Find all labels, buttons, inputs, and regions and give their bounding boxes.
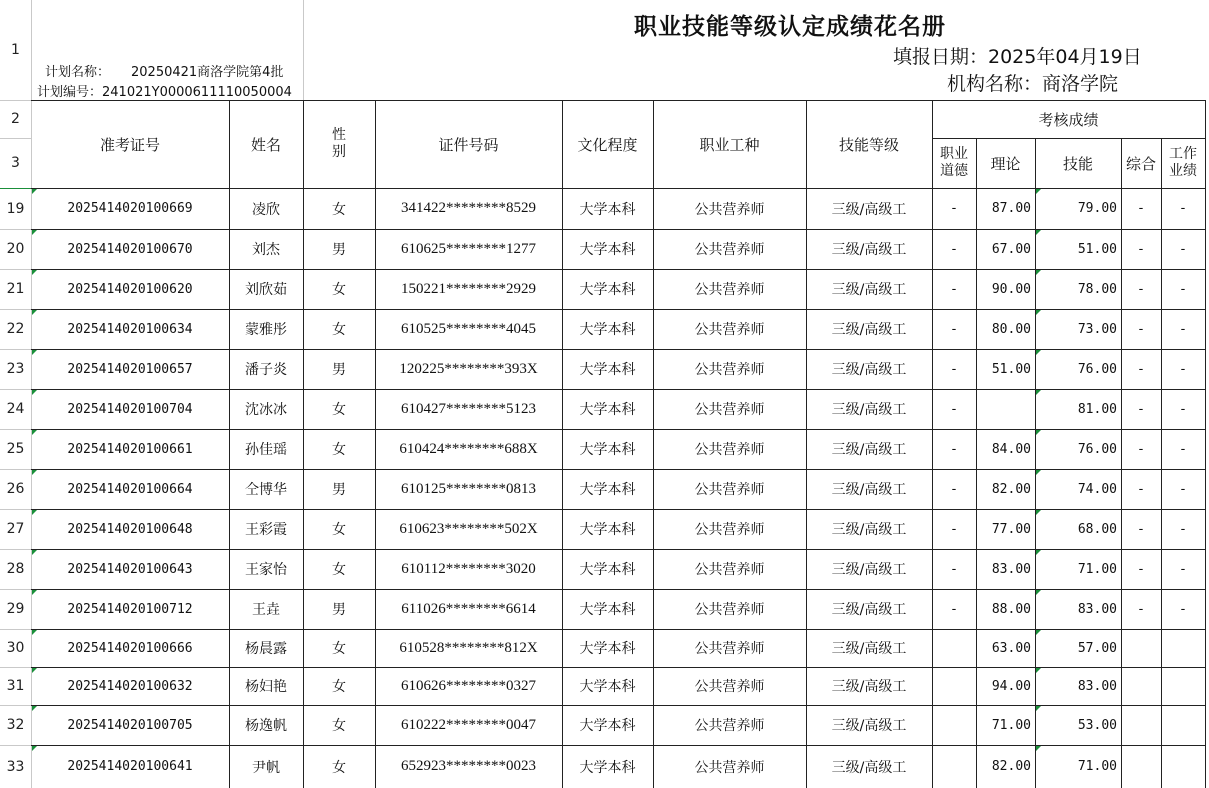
cell-gender[interactable]: 男 <box>332 602 346 618</box>
cell-gender[interactable]: 女 <box>332 759 346 776</box>
grid-row-line <box>0 589 31 590</box>
cell-skill[interactable]: 71.00 <box>1077 759 1117 774</box>
cell-theory[interactable]: 77.00 <box>991 521 1031 537</box>
error-indicator-icon <box>1036 350 1041 355</box>
cell-id-no[interactable]: 341422********8529 <box>401 200 536 216</box>
cell-theory[interactable]: 80.00 <box>991 321 1031 337</box>
error-indicator-icon <box>32 270 37 275</box>
cell-name[interactable]: 孙佳瑶 <box>245 442 287 458</box>
cell-skill[interactable]: 79.00 <box>1077 201 1117 216</box>
cell-theory[interactable]: 87.00 <box>991 201 1031 216</box>
plan-name-value: 20250421商洛学院第4批 <box>131 64 284 80</box>
cell-ethics[interactable]: - <box>951 481 957 497</box>
cell-skill[interactable]: 57.00 <box>1077 640 1117 656</box>
cell-level[interactable]: 三级/高级工 <box>831 602 907 618</box>
cell-ethics[interactable] <box>932 629 976 667</box>
col-header-gender[interactable]: 性别 <box>332 127 346 160</box>
cell-exam-no[interactable]: 2025414020100705 <box>67 717 193 733</box>
row-header-27[interactable]: 27 <box>0 509 31 549</box>
grid-row-line <box>31 589 1205 590</box>
cell-gender[interactable]: 女 <box>332 679 346 695</box>
cell-theory[interactable]: 82.00 <box>991 759 1031 774</box>
cell-overall[interactable]: - <box>1138 361 1144 377</box>
cell-performance[interactable]: - <box>1180 241 1186 257</box>
error-indicator-icon <box>1036 230 1041 235</box>
cell-education[interactable]: 大学本科 <box>579 759 636 776</box>
grid-row-line <box>932 138 1205 139</box>
cell-skill[interactable]: 83.00 <box>1077 601 1117 617</box>
cell-id-no[interactable]: 610625********1277 <box>401 240 536 257</box>
cell-education[interactable]: 大学本科 <box>579 362 636 378</box>
grid-row-line <box>0 667 31 668</box>
row-header-20[interactable]: 20 <box>0 229 31 269</box>
cell-overall[interactable] <box>1121 629 1161 667</box>
grid-row-line <box>31 745 1205 746</box>
grid-row-line <box>0 100 31 101</box>
cell-occupation[interactable]: 公共营养师 <box>694 602 765 618</box>
cell-gender[interactable]: 女 <box>332 522 346 538</box>
row-header-32[interactable]: 32 <box>0 705 31 745</box>
cell-exam-no[interactable]: 2025414020100632 <box>67 678 193 694</box>
cell-level[interactable]: 三级/高级工 <box>831 322 907 338</box>
cell-id-no[interactable]: 610125********0813 <box>401 480 536 497</box>
cell-ethics[interactable]: - <box>951 321 957 337</box>
cell-name[interactable]: 杨晨露 <box>245 641 287 657</box>
cell-exam-no[interactable]: 2025414020100704 <box>67 401 193 417</box>
cell-theory[interactable]: 88.00 <box>991 601 1031 617</box>
cell-theory[interactable] <box>976 389 1035 429</box>
cell-skill[interactable]: 71.00 <box>1077 561 1117 577</box>
cell-performance[interactable]: - <box>1180 521 1186 537</box>
cell-performance[interactable]: - <box>1180 441 1186 457</box>
cell-occupation[interactable]: 公共营养师 <box>694 442 765 458</box>
cell-performance[interactable]: - <box>1180 601 1186 617</box>
grid-col-line <box>932 100 933 788</box>
cell-overall[interactable]: - <box>1138 201 1144 216</box>
fill-date: 填报日期：2025年04月19日 <box>893 45 1142 68</box>
cell-name[interactable]: 尹帆 <box>252 759 280 776</box>
grid-row-line <box>0 389 31 390</box>
cell-name[interactable]: 刘杰 <box>252 242 280 258</box>
row-header-26[interactable]: 26 <box>0 469 31 509</box>
error-indicator-icon <box>32 230 37 235</box>
error-indicator-icon <box>32 430 37 435</box>
cell-name[interactable]: 杨妇艳 <box>245 679 287 695</box>
cell-id-no[interactable]: 610525********4045 <box>401 320 536 337</box>
cell-occupation[interactable]: 公共营养师 <box>694 282 765 298</box>
cell-level[interactable]: 三级/高级工 <box>831 282 907 298</box>
error-indicator-icon <box>32 550 37 555</box>
cell-overall[interactable]: - <box>1138 601 1144 617</box>
cell-gender[interactable]: 女 <box>332 641 346 657</box>
grid-row-line <box>31 629 1205 630</box>
cell-education[interactable]: 大学本科 <box>579 442 636 458</box>
cell-gender[interactable]: 男 <box>332 242 346 258</box>
grid-col-line <box>303 0 304 100</box>
cell-theory[interactable]: 94.00 <box>991 678 1031 694</box>
cell-id-no[interactable]: 120225********393X <box>399 360 538 377</box>
cell-id-no[interactable]: 610626********0327 <box>401 677 536 694</box>
cell-name[interactable]: 王垚 <box>252 602 280 618</box>
page-title: 职业技能等级认定成绩花名册 <box>634 12 946 40</box>
row-header-3[interactable]: 3 <box>0 138 31 188</box>
cell-performance[interactable]: - <box>1180 401 1186 417</box>
cell-name[interactable]: 沈冰冰 <box>245 402 287 418</box>
cell-id-no[interactable]: 611026********6614 <box>401 600 536 617</box>
cell-skill[interactable]: 76.00 <box>1077 441 1117 457</box>
col-header-theory[interactable]: 理论 <box>990 154 1021 173</box>
cell-education[interactable]: 大学本科 <box>579 482 636 498</box>
grid-row-line <box>0 549 31 550</box>
cell-skill[interactable]: 78.00 <box>1077 281 1117 297</box>
cell-education[interactable]: 大学本科 <box>579 641 636 657</box>
grid-row-line <box>0 309 31 310</box>
cell-name[interactable]: 刘欣茹 <box>245 282 287 298</box>
error-indicator-icon <box>32 189 37 194</box>
cell-gender[interactable]: 女 <box>332 322 346 338</box>
grid-row-line <box>0 138 31 139</box>
cell-theory[interactable]: 84.00 <box>991 441 1031 457</box>
cell-ethics[interactable]: - <box>951 241 957 257</box>
cell-level[interactable]: 三级/高级工 <box>831 201 907 218</box>
cell-ethics[interactable]: - <box>951 201 957 216</box>
cell-exam-no[interactable]: 2025414020100620 <box>67 281 193 297</box>
col-header-skill[interactable]: 技能 <box>1062 154 1093 173</box>
cell-exam-no[interactable]: 2025414020100657 <box>67 361 193 377</box>
grid-col-line <box>806 100 807 788</box>
error-indicator-icon <box>1036 310 1041 315</box>
cell-exam-no[interactable]: 2025414020100661 <box>67 441 193 457</box>
col-header-occupation[interactable]: 职业工种 <box>699 135 760 154</box>
col-header-exam-no[interactable]: 准考证号 <box>99 135 160 154</box>
error-indicator-icon <box>1036 668 1041 673</box>
cell-overall[interactable]: - <box>1138 481 1144 497</box>
grid-row-line <box>31 188 1205 189</box>
cell-overall[interactable] <box>1121 745 1161 788</box>
error-indicator-icon <box>32 350 37 355</box>
col-header-performance[interactable]: 工作业绩 <box>1169 146 1197 179</box>
row-header-22[interactable]: 22 <box>0 309 31 349</box>
grid-row-line <box>0 705 31 706</box>
cell-education[interactable]: 大学本科 <box>579 602 636 618</box>
cell-theory[interactable]: 71.00 <box>991 717 1031 733</box>
grid-col-line <box>653 100 654 788</box>
row-header-30[interactable]: 30 <box>0 629 31 667</box>
grid-col-line <box>1205 100 1206 788</box>
error-indicator-icon <box>1036 590 1041 595</box>
error-indicator-icon <box>32 706 37 711</box>
cell-gender[interactable]: 男 <box>332 482 346 498</box>
error-indicator-icon <box>1036 706 1041 711</box>
grid-row-line <box>31 389 1205 390</box>
row-header-31[interactable]: 31 <box>0 667 31 705</box>
cell-skill[interactable]: 53.00 <box>1077 717 1117 733</box>
cell-level[interactable]: 三级/高级工 <box>831 759 907 776</box>
cell-level[interactable]: 三级/高级工 <box>831 679 907 695</box>
row-header-21[interactable]: 21 <box>0 269 31 309</box>
grid-row-line <box>31 705 1205 706</box>
cell-skill[interactable]: 76.00 <box>1077 361 1117 377</box>
cell-theory[interactable]: 51.00 <box>991 361 1031 377</box>
col-header-education[interactable]: 文化程度 <box>577 135 638 154</box>
grid-row-line <box>31 429 1205 430</box>
cell-name[interactable]: 王家怡 <box>245 562 287 578</box>
cell-performance[interactable]: - <box>1180 561 1186 577</box>
cell-occupation[interactable]: 公共营养师 <box>694 562 765 578</box>
col-header-name[interactable]: 姓名 <box>250 135 281 154</box>
cell-performance[interactable]: - <box>1180 201 1186 216</box>
cell-exam-no[interactable]: 2025414020100664 <box>67 481 193 497</box>
cell-education[interactable]: 大学本科 <box>579 562 636 578</box>
cell-exam-no[interactable]: 2025414020100669 <box>67 201 193 216</box>
cell-level[interactable]: 三级/高级工 <box>831 562 907 578</box>
cell-theory[interactable]: 90.00 <box>991 281 1031 297</box>
cell-gender[interactable]: 女 <box>332 562 346 578</box>
cell-name[interactable]: 潘子炎 <box>245 362 287 378</box>
error-indicator-icon <box>1036 390 1041 395</box>
cell-overall[interactable]: - <box>1138 321 1144 337</box>
row-header-29[interactable]: 29 <box>0 589 31 629</box>
row-header-25[interactable]: 25 <box>0 429 31 469</box>
cell-id-no[interactable]: 610427********5123 <box>401 400 536 417</box>
cell-exam-no[interactable]: 2025414020100666 <box>67 640 193 656</box>
grid-row-line <box>0 745 31 746</box>
grid-row-line <box>0 188 31 189</box>
cell-ethics[interactable]: - <box>951 441 957 457</box>
cell-occupation[interactable]: 公共营养师 <box>694 362 765 378</box>
col-header-score-group[interactable]: 考核成绩 <box>1038 110 1099 129</box>
cell-theory[interactable]: 83.00 <box>991 561 1031 577</box>
cell-performance[interactable] <box>1161 705 1205 745</box>
error-indicator-icon <box>32 668 37 673</box>
cell-theory[interactable]: 67.00 <box>991 241 1031 257</box>
cell-exam-no[interactable]: 2025414020100648 <box>67 521 193 537</box>
cell-gender[interactable]: 男 <box>332 362 346 378</box>
cell-occupation[interactable]: 公共营养师 <box>694 201 765 218</box>
grid-row-line <box>0 429 31 430</box>
grid-row-line <box>31 100 1205 101</box>
cell-exam-no[interactable]: 2025414020100641 <box>67 759 193 774</box>
cell-overall[interactable]: - <box>1138 241 1144 257</box>
plan-code: 计划编号：241021Y0000611110050004 <box>37 84 292 100</box>
cell-id-no[interactable]: 150221********2929 <box>401 280 536 297</box>
cell-performance[interactable] <box>1161 667 1205 705</box>
col-header-skill-level[interactable]: 技能等级 <box>838 135 899 154</box>
cell-performance[interactable] <box>1161 745 1205 788</box>
cell-id-no[interactable]: 610528********812X <box>399 639 538 656</box>
cell-id-no[interactable]: 610623********502X <box>399 520 538 537</box>
cell-ethics[interactable]: - <box>951 361 957 377</box>
cell-theory[interactable]: 82.00 <box>991 481 1031 497</box>
grid-col-line <box>1035 138 1036 788</box>
grid-row-line <box>0 229 31 230</box>
grid-row-line <box>31 549 1205 550</box>
grid-col-line <box>976 138 977 788</box>
cell-ethics[interactable]: - <box>951 561 957 577</box>
cell-level[interactable]: 三级/高级工 <box>831 482 907 498</box>
cell-performance[interactable]: - <box>1180 481 1186 497</box>
cell-skill[interactable]: 83.00 <box>1077 678 1117 694</box>
cell-id-no[interactable]: 610222********0047 <box>401 716 536 733</box>
cell-skill[interactable]: 74.00 <box>1077 481 1117 497</box>
cell-skill[interactable]: 51.00 <box>1077 241 1117 257</box>
cell-exam-no[interactable]: 2025414020100643 <box>67 561 193 577</box>
cell-id-no[interactable]: 610112********3020 <box>401 560 536 577</box>
cell-ethics[interactable]: - <box>951 281 957 297</box>
error-indicator-icon <box>1036 430 1041 435</box>
cell-ethics[interactable]: - <box>951 521 957 537</box>
col-header-id-no[interactable]: 证件号码 <box>438 135 499 154</box>
error-indicator-icon <box>1036 510 1041 515</box>
error-indicator-icon <box>32 746 37 751</box>
cell-overall[interactable]: - <box>1138 521 1144 537</box>
error-indicator-icon <box>32 510 37 515</box>
cell-level[interactable]: 三级/高级工 <box>831 442 907 458</box>
cell-level[interactable]: 三级/高级工 <box>831 718 907 734</box>
cell-skill[interactable]: 73.00 <box>1077 321 1117 337</box>
cell-theory[interactable]: 63.00 <box>991 640 1031 656</box>
cell-occupation[interactable]: 公共营养师 <box>694 679 765 695</box>
plan-name-label: 计划名称： <box>45 64 111 80</box>
error-indicator-icon <box>32 390 37 395</box>
cell-education[interactable]: 大学本科 <box>579 242 636 258</box>
cell-level[interactable]: 三级/高级工 <box>831 242 907 258</box>
cell-gender[interactable]: 女 <box>332 442 346 458</box>
cell-overall[interactable]: - <box>1138 441 1144 457</box>
grid-row-line <box>31 509 1205 510</box>
row-header-1[interactable]: 1 <box>0 0 31 100</box>
grid-row-line <box>31 667 1205 668</box>
error-indicator-icon <box>1036 630 1041 635</box>
cell-occupation[interactable]: 公共营养师 <box>694 522 765 538</box>
cell-skill[interactable]: 68.00 <box>1077 521 1117 537</box>
cell-ethics[interactable] <box>932 705 976 745</box>
row-header-23[interactable]: 23 <box>0 349 31 389</box>
cell-overall[interactable] <box>1121 705 1161 745</box>
cell-ethics[interactable] <box>932 745 976 788</box>
grid-row-line <box>0 269 31 270</box>
cell-gender[interactable]: 女 <box>332 201 346 218</box>
cell-overall[interactable]: - <box>1138 401 1144 417</box>
grid-col-line <box>303 100 304 788</box>
grid-row-line <box>31 349 1205 350</box>
cell-ethics[interactable]: - <box>951 401 957 417</box>
cell-name[interactable]: 蒙雅彤 <box>245 322 287 338</box>
cell-exam-no[interactable]: 2025414020100670 <box>67 241 193 257</box>
cell-education[interactable]: 大学本科 <box>579 718 636 734</box>
cell-name[interactable]: 王彩霞 <box>245 522 287 538</box>
grid-col-line <box>562 100 563 788</box>
row-header-2[interactable]: 2 <box>0 100 31 138</box>
cell-education[interactable]: 大学本科 <box>579 201 636 218</box>
col-header-ethics[interactable]: 职业道德 <box>940 146 968 179</box>
error-indicator-icon <box>32 310 37 315</box>
cell-level[interactable]: 三级/高级工 <box>831 362 907 378</box>
row-header-19[interactable]: 19 <box>0 188 31 229</box>
cell-ethics[interactable] <box>932 667 976 705</box>
grid-col-line <box>1161 138 1162 788</box>
cell-occupation[interactable]: 公共营养师 <box>694 641 765 657</box>
grid-col-line <box>375 100 376 788</box>
grid-row-line <box>0 629 31 630</box>
cell-performance[interactable] <box>1161 629 1205 667</box>
grid-row-line <box>0 469 31 470</box>
error-indicator-icon <box>1036 189 1041 194</box>
cell-exam-no[interactable]: 2025414020100712 <box>67 601 193 617</box>
cell-name[interactable]: 杨逸帆 <box>245 718 287 734</box>
cell-name[interactable]: 仝博华 <box>245 482 287 498</box>
cell-overall[interactable] <box>1121 667 1161 705</box>
cell-overall[interactable]: - <box>1138 281 1144 297</box>
cell-education[interactable]: 大学本科 <box>579 522 636 538</box>
cell-id-no[interactable]: 652923********0023 <box>401 758 536 774</box>
cell-performance[interactable]: - <box>1180 321 1186 337</box>
col-header-overall[interactable]: 综合 <box>1125 154 1156 173</box>
row-header-24[interactable]: 24 <box>0 389 31 429</box>
org-name: 机构名称：商洛学院 <box>947 72 1119 95</box>
cell-level[interactable]: 三级/高级工 <box>831 402 907 418</box>
cell-level[interactable]: 三级/高级工 <box>831 522 907 538</box>
error-indicator-icon <box>1036 470 1041 475</box>
cell-occupation[interactable]: 公共营养师 <box>694 322 765 338</box>
cell-skill[interactable]: 81.00 <box>1077 401 1117 417</box>
grid-col-line <box>229 100 230 788</box>
cell-education[interactable]: 大学本科 <box>579 322 636 338</box>
cell-performance[interactable]: - <box>1180 361 1186 377</box>
cell-occupation[interactable]: 公共营养师 <box>694 482 765 498</box>
cell-gender[interactable]: 女 <box>332 282 346 298</box>
grid-row-line <box>0 349 31 350</box>
grid-row-line <box>31 469 1205 470</box>
cell-occupation[interactable]: 公共营养师 <box>694 718 765 734</box>
row-header-28[interactable]: 28 <box>0 549 31 589</box>
cell-name[interactable]: 凌欣 <box>252 201 280 218</box>
cell-overall[interactable]: - <box>1138 561 1144 577</box>
cell-exam-no[interactable]: 2025414020100634 <box>67 321 193 337</box>
cell-id-no[interactable]: 610424********688X <box>399 440 538 457</box>
error-indicator-icon <box>32 470 37 475</box>
grid-row-line <box>0 509 31 510</box>
cell-education[interactable]: 大学本科 <box>579 679 636 695</box>
error-indicator-icon <box>1036 270 1041 275</box>
cell-occupation[interactable]: 公共营养师 <box>694 759 765 776</box>
cell-gender[interactable]: 女 <box>332 402 346 418</box>
cell-education[interactable]: 大学本科 <box>579 402 636 418</box>
cell-occupation[interactable]: 公共营养师 <box>694 402 765 418</box>
cell-ethics[interactable]: - <box>951 601 957 617</box>
cell-performance[interactable]: - <box>1180 281 1186 297</box>
row-header-33[interactable]: 33 <box>0 745 31 788</box>
error-indicator-icon <box>1036 746 1041 751</box>
grid-row-line <box>31 229 1205 230</box>
cell-occupation[interactable]: 公共营养师 <box>694 242 765 258</box>
grid-row-line <box>31 309 1205 310</box>
cell-education[interactable]: 大学本科 <box>579 282 636 298</box>
cell-level[interactable]: 三级/高级工 <box>831 641 907 657</box>
cell-gender[interactable]: 女 <box>332 718 346 734</box>
error-indicator-icon <box>32 630 37 635</box>
error-indicator-icon <box>1036 550 1041 555</box>
grid-col-line <box>1121 138 1122 788</box>
grid-row-line <box>31 269 1205 270</box>
error-indicator-icon <box>32 590 37 595</box>
